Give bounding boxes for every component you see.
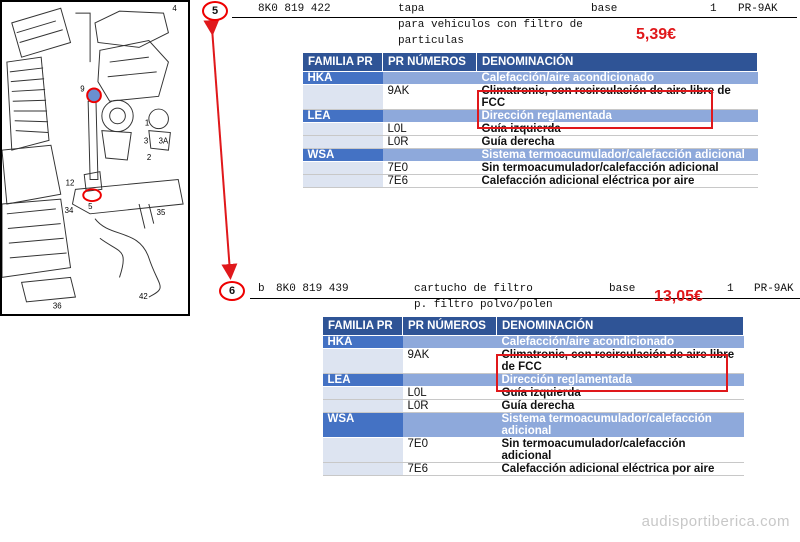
pr-number-cell (403, 374, 497, 387)
row5-qty-label: base (591, 3, 618, 15)
pr-number-cell (383, 110, 477, 123)
pr-number-cell (383, 149, 477, 162)
pr-number-cell: 9AK (403, 349, 497, 374)
familia-cell (303, 162, 383, 175)
pr-table-row6 (322, 316, 744, 476)
familia-cell: LEA (323, 374, 403, 387)
row6-price: 13,05€ (654, 288, 703, 305)
family-row (303, 149, 758, 162)
callout-1: 1 (144, 118, 150, 128)
denominacion-cell: Guía izquierda (497, 387, 744, 400)
callout-35: 35 (156, 207, 166, 217)
familia-cell (323, 387, 403, 400)
denominacion-cell: Calefacción/aire acondicionado (477, 72, 758, 85)
parts-diagram (0, 0, 190, 316)
denominacion-cell: Sin termoacumulador/calefacción adicional (497, 438, 744, 463)
denominacion-cell: Sistema termoacumulador/calefacción adicional (477, 149, 758, 162)
col-header-familia: FAMILIA PR (323, 317, 403, 336)
col-header-pr-numeros: PR NÚMEROS (403, 317, 497, 336)
row5-qty: 1 (710, 3, 717, 15)
denominacion-cell: Guía derecha (497, 400, 744, 413)
row5-part-number: 8K0 819 422 (258, 3, 331, 15)
col-header-familia: FAMILIA PR (303, 53, 383, 72)
callout-2: 2 (146, 152, 152, 162)
familia-cell: HKA (323, 336, 403, 349)
double-arrow (196, 10, 246, 290)
pr-number-cell: L0L (403, 387, 497, 400)
familia-cell (303, 175, 383, 188)
denominacion-cell: Calefacción adicional eléctrica por aire (477, 175, 758, 188)
familia-cell: LEA (303, 110, 383, 123)
row6-part-number: 8K0 819 439 (276, 283, 349, 295)
denominacion-cell: Climatronic, con recirculación de aire libre de FCC (497, 349, 744, 374)
familia-cell: WSA (323, 413, 403, 438)
callout-3a: 3A (158, 136, 169, 146)
row5-underline (232, 17, 797, 18)
table-row (303, 175, 758, 188)
row5-pr-code: PR-9AK (738, 3, 778, 15)
denominacion-cell: Sin termoacumulador/calefacción adicional (477, 162, 758, 175)
col-header-denominacion: DENOMINACIÓN (477, 53, 758, 72)
pr-number-cell: L0R (403, 400, 497, 413)
pr-number-cell: 7E6 (403, 463, 497, 476)
row5-desc-line1: tapa (398, 3, 425, 15)
callout-3: 3 (143, 136, 149, 146)
watermark: audisportiberica.com (641, 513, 790, 530)
row6-qty-label: base (609, 283, 636, 295)
familia-cell: WSA (303, 149, 383, 162)
position-6-badge: 6 (219, 281, 245, 301)
familia-cell (303, 123, 383, 136)
familia-cell (323, 463, 403, 476)
denominacion-cell: Climatronic, con recirculación de aire libre de FCC (477, 85, 758, 110)
familia-cell (303, 85, 383, 110)
pr-number-cell (403, 336, 497, 349)
col-header-pr-numeros: PR NÚMEROS (383, 53, 477, 72)
col-header-denominacion: DENOMINACIÓN (497, 317, 744, 336)
pr-number-cell: 9AK (383, 85, 477, 110)
row6-b-flag: b (258, 283, 265, 295)
callout-5: 5 (88, 201, 93, 211)
pr-number-cell: 7E0 (383, 162, 477, 175)
familia-cell: HKA (303, 72, 383, 85)
exploded-view-drawing (2, 2, 188, 314)
position-5-badge: 5 (202, 1, 228, 21)
denominacion-cell: Dirección reglamentada (477, 110, 758, 123)
familia-cell (323, 349, 403, 374)
callout-34: 34 (64, 205, 74, 215)
table-row (323, 463, 744, 476)
pr-number-cell: L0L (383, 123, 477, 136)
pr-number-cell (383, 72, 477, 85)
callout-12: 12 (65, 178, 75, 188)
denominacion-cell: Calefacción adicional eléctrica por aire (497, 463, 744, 476)
highlight-9ak-row6 (496, 354, 728, 392)
familia-cell (323, 400, 403, 413)
denominacion-cell: Guía derecha (477, 136, 758, 149)
table-row (323, 400, 744, 413)
row5-desc-line2: para vehiculos con filtro de (398, 19, 583, 31)
callout-9: 9 (80, 84, 85, 94)
callout-42: 42 (139, 291, 148, 301)
row6-desc-line1: cartucho de filtro (414, 283, 533, 295)
row5-desc-line3: particulas (398, 35, 465, 47)
denominacion-cell: Sistema termoacumulador/calefacción adicional (497, 413, 744, 438)
table-row (303, 136, 758, 149)
row5-price: 5,39€ (636, 26, 677, 43)
callout-4: 4 (172, 4, 177, 14)
family-row (303, 72, 758, 85)
denominacion-cell: Calefacción/aire acondicionado (497, 336, 744, 349)
family-row (323, 413, 744, 438)
pr-number-cell: 7E0 (403, 438, 497, 463)
table-row (323, 438, 744, 463)
familia-cell (303, 136, 383, 149)
callout-36: 36 (52, 301, 62, 311)
familia-cell (323, 438, 403, 463)
row6-pr-code: PR-9AK (754, 283, 794, 295)
denominacion-cell: Guía izquierda (477, 123, 758, 136)
row6-qty: 1 (727, 283, 734, 295)
pr-number-cell: L0R (383, 136, 477, 149)
table-row (303, 162, 758, 175)
row6-desc-line2: p. filtro polvo/polen (414, 299, 553, 311)
denominacion-cell: Dirección reglamentada (497, 374, 744, 387)
pr-number-cell (403, 413, 497, 438)
highlight-9ak-row5 (477, 90, 713, 129)
pr-number-cell: 7E6 (383, 175, 477, 188)
family-row (323, 336, 744, 349)
